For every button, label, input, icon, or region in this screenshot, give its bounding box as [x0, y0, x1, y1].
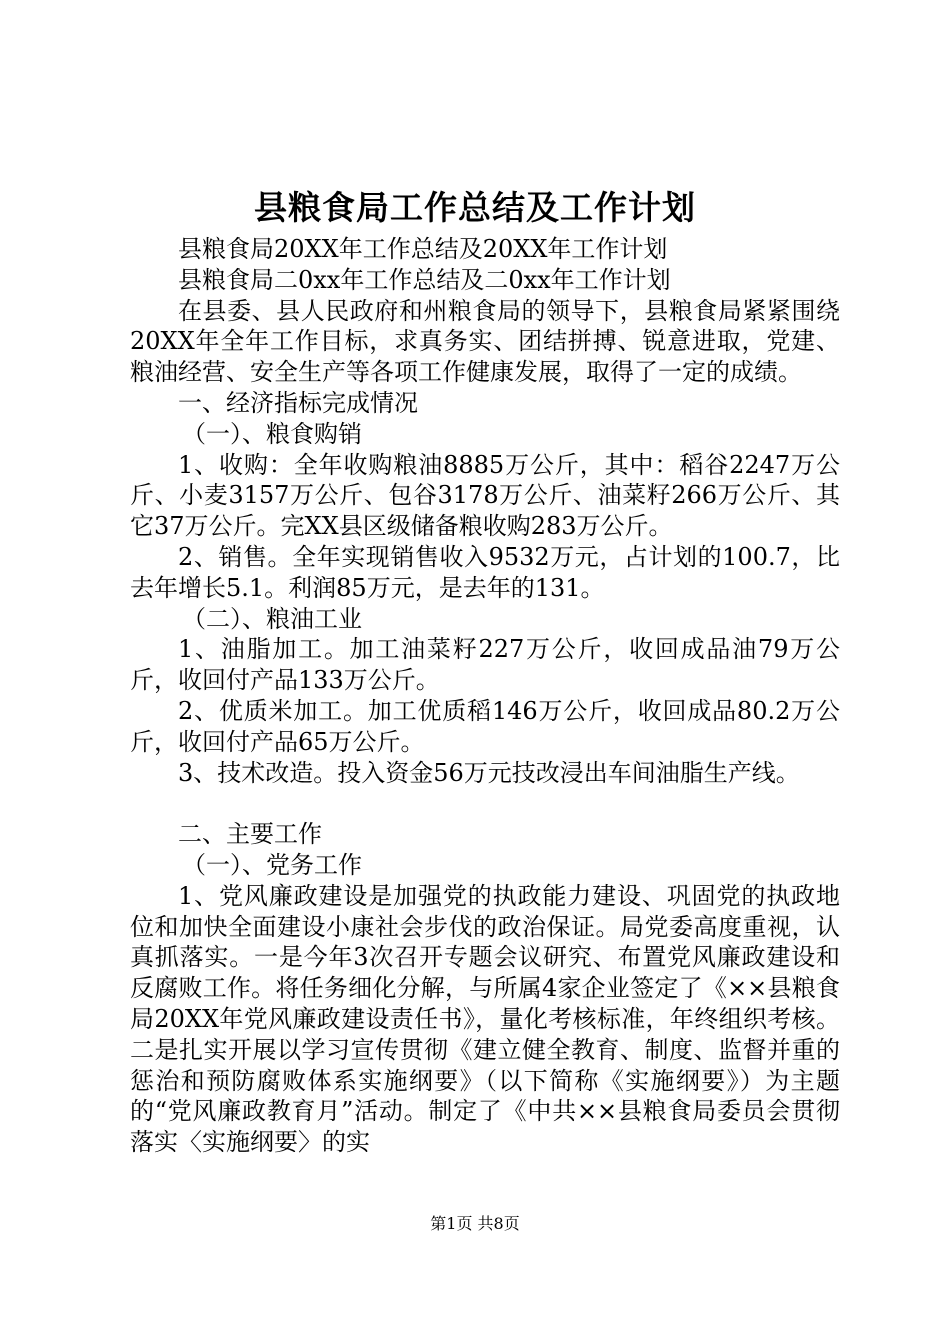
body-paragraph: 3、技术改造。投入资金56万元技改浸出车间油脂生产线。	[178, 758, 800, 787]
blank-line	[130, 788, 840, 819]
subtitle-line: 县粮食局20XX年工作总结及20XX年工作计划	[178, 235, 668, 263]
subtitle-line: 县粮食局二0xx年工作总结及二0xx年工作计划	[178, 265, 671, 294]
subsection-heading: （一）、党务工作	[182, 850, 362, 879]
section-heading: 一、经济指标完成情况	[178, 388, 418, 417]
document-title: 县粮食局工作总结及工作计划	[254, 188, 696, 227]
body-paragraph: 2、销售。全年实现销售收入9532万元，占计划的100.7，比去年增长5.1。利润85万元，是去年的131。	[130, 542, 840, 602]
page-footer: 第1页 共8页	[430, 1214, 520, 1233]
subsection-heading: （一）、粮食购销	[182, 419, 362, 448]
body-paragraph: 1、油脂加工。加工油菜籽227万公斤，收回成品油79万公斤，收回付产品133万公斤。	[130, 635, 840, 695]
body-paragraph: 1、收购：全年收购粮油8885万公斤，其中：稻谷2247万公斤、小麦3157万公斤、包谷3178万公斤、油菜籽266万公斤、其它37万公斤。完XX县区级储备粮收购283万公斤。	[130, 450, 840, 541]
section-heading: 二、主要工作	[178, 820, 322, 849]
body-paragraph: 在县委、县人民政府和州粮食局的领导下，县粮食局紧紧围绕20XX年全年工作目标，求真务实、团结拼搏、锐意进取，党建、粮油经营、安全生产等各项工作健康发展，取得了一定的成绩。	[130, 296, 840, 387]
body-paragraph: 1、党风廉政建设是加强党的执政能力建设、巩固党的执政地位和加快全面建设小康社会步伐的政治保证。局党委高度重视，认真抓落实。一是今年3次召开专题会议研究、布置党风廉政建设和反腐败工作。将任务细化分解，与所属4家企业签定了《××县粮食局20XX年党风廉政建设责任书》，量化考核标准，年终组织考核。二是扎实开展以学习宣传贯彻《建立健全教育、制度、监督并重的惩治和预防腐败体系实施纲要》（以下简称《实施纲要》）为主题的“党风廉政教育月”活动。制定了《中共××县粮食局委员会贯彻落实〈实施纲要〉的实	[130, 881, 840, 1157]
subsection-heading: （二）、粮油工业	[182, 604, 362, 633]
document-body	[130, 234, 840, 1158]
body-paragraph: 2、优质米加工。加工优质稻146万公斤，收回成品80.2万公斤，收回付产品65万公斤。	[130, 696, 840, 756]
